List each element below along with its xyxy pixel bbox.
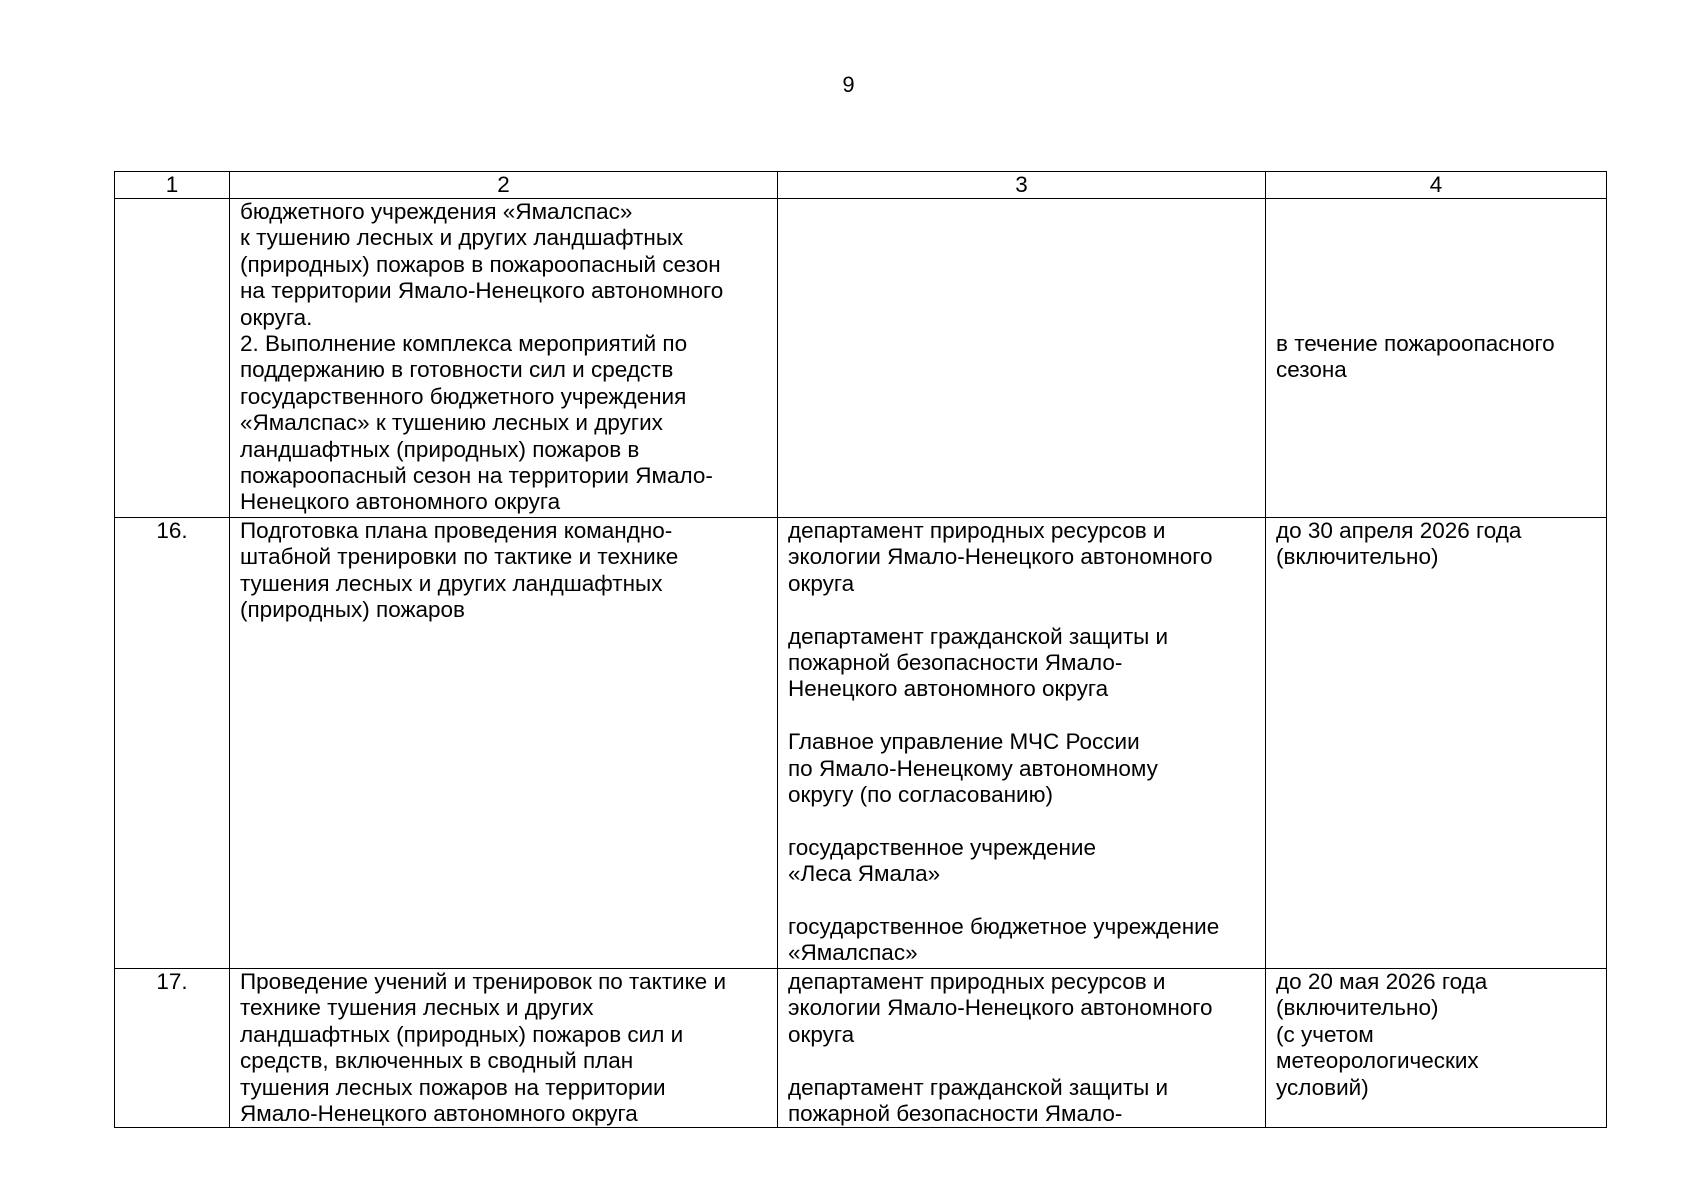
deadline-spacer bbox=[1276, 199, 1596, 331]
executor-gap bbox=[788, 1048, 1255, 1074]
deadline-cell bbox=[1266, 969, 1607, 1128]
executor-line: департамент гражданской защиты и bbox=[788, 623, 1169, 649]
deadline-line: условий) bbox=[1276, 1074, 1369, 1100]
deadline-line: до 30 апреля 2026 года bbox=[1276, 518, 1522, 543]
task-cell bbox=[230, 969, 778, 1128]
executor-gap bbox=[788, 703, 1255, 729]
table-row bbox=[115, 969, 1607, 1128]
table-header-row bbox=[115, 172, 1607, 199]
task-cell bbox=[230, 518, 778, 969]
executor-line: государственное учреждение bbox=[788, 834, 1096, 860]
executor-line: Главное управление МЧС России bbox=[788, 729, 1140, 755]
deadline-line: до 20 мая 2026 года bbox=[1276, 969, 1488, 994]
table-row bbox=[115, 518, 1607, 969]
deadline-line: (включительно) bbox=[1276, 995, 1439, 1021]
task-line: (природных) пожаров в пожароопасный сезон bbox=[240, 251, 721, 277]
row-number-cell: 17. bbox=[115, 969, 230, 1128]
executor-cell bbox=[778, 969, 1266, 1128]
executor-line: департамент природных ресурсов и bbox=[788, 518, 1166, 543]
executor-line: Ненецкого автономного округа bbox=[788, 676, 1109, 702]
task-line: поддержанию в готовности сил и средств bbox=[240, 357, 674, 383]
executor-line: пожарной безопасности Ямало- bbox=[788, 650, 1123, 676]
deadline-line: сезона bbox=[1276, 357, 1347, 383]
task-line: к тушению лесных и других ландшафтных bbox=[240, 225, 684, 251]
executor-line: пожарной безопасности Ямало- bbox=[788, 1101, 1123, 1127]
row-number-cell bbox=[115, 199, 230, 518]
task-line: «Ямалспас» к тушению лесных и других bbox=[240, 410, 663, 436]
executor-line: округа bbox=[788, 570, 855, 596]
executor-line: «Ямалспас» bbox=[788, 940, 918, 966]
column-header-3: 3 bbox=[778, 172, 1266, 199]
executor-line: государственное бюджетное учреждение bbox=[788, 914, 1220, 940]
executor-line: департамент гражданской защиты и bbox=[788, 1074, 1169, 1100]
task-line: ландшафтных (природных) пожаров сил и bbox=[240, 1021, 684, 1047]
task-line: пожароопасный сезон на территории Ямало- bbox=[240, 463, 713, 489]
task-cell bbox=[230, 199, 778, 518]
page-number: 9 bbox=[842, 72, 855, 97]
task-line: тушения лесных и других ландшафтных bbox=[240, 570, 663, 596]
executor-line: экологии Ямало-Ненецкого автономного bbox=[788, 544, 1213, 570]
task-line: ландшафтных (природных) пожаров в bbox=[240, 436, 640, 462]
task-line: 2. Выполнение комплекса мероприятий по bbox=[240, 331, 688, 357]
executor-line: «Леса Ямала» bbox=[788, 861, 941, 887]
executor-line: департамент природных ресурсов и bbox=[788, 969, 1166, 994]
task-line: Проведение учений и тренировок по тактике и bbox=[240, 969, 727, 994]
executor-gap bbox=[788, 888, 1255, 914]
task-line: тушения лесных пожаров на территории bbox=[240, 1074, 666, 1100]
executor-line: округу (по согласованию) bbox=[788, 782, 1053, 808]
column-header-2: 2 bbox=[230, 172, 778, 199]
task-line: Ямало-Ненецкого автономного округа bbox=[240, 1101, 638, 1127]
task-line: Подготовка плана проведения командно- bbox=[240, 518, 673, 543]
deadline-line: метеорологических bbox=[1276, 1048, 1479, 1074]
row-number-cell: 16. bbox=[115, 518, 230, 969]
executor-line: округа bbox=[788, 1021, 855, 1047]
task-line: (природных) пожаров bbox=[240, 597, 465, 623]
deadline-line: (с учетом bbox=[1276, 1021, 1374, 1047]
executor-cell bbox=[778, 199, 1266, 518]
task-line: технике тушения лесных и других bbox=[240, 995, 594, 1021]
events-table bbox=[114, 171, 1607, 1128]
deadline-line: в течение пожароопасного bbox=[1276, 331, 1555, 356]
task-line: на территории Ямало-Ненецкого автономного bbox=[240, 278, 724, 304]
executor-gap bbox=[788, 597, 1255, 623]
executor-cell bbox=[778, 518, 1266, 969]
executor-line: экологии Ямало-Ненецкого автономного bbox=[788, 995, 1213, 1021]
column-header-4: 4 bbox=[1266, 172, 1607, 199]
task-line: средств, включенных в сводный план bbox=[240, 1048, 634, 1074]
deadline-line: (включительно) bbox=[1276, 544, 1439, 570]
executor-gap bbox=[788, 808, 1255, 834]
column-header-1: 1 bbox=[115, 172, 230, 199]
task-line: штабной тренировки по тактике и технике bbox=[240, 544, 679, 570]
table-row bbox=[115, 199, 1607, 518]
task-line: государственного бюджетного учреждения bbox=[240, 383, 687, 409]
deadline-cell bbox=[1266, 199, 1607, 518]
task-line: бюджетного учреждения «Ямалспас» bbox=[240, 199, 633, 224]
executor-line: по Ямало-Ненецкому автономному bbox=[788, 755, 1158, 781]
deadline-cell bbox=[1266, 518, 1607, 969]
task-line: округа. bbox=[240, 304, 313, 330]
task-line: Ненецкого автономного округа bbox=[240, 489, 561, 515]
